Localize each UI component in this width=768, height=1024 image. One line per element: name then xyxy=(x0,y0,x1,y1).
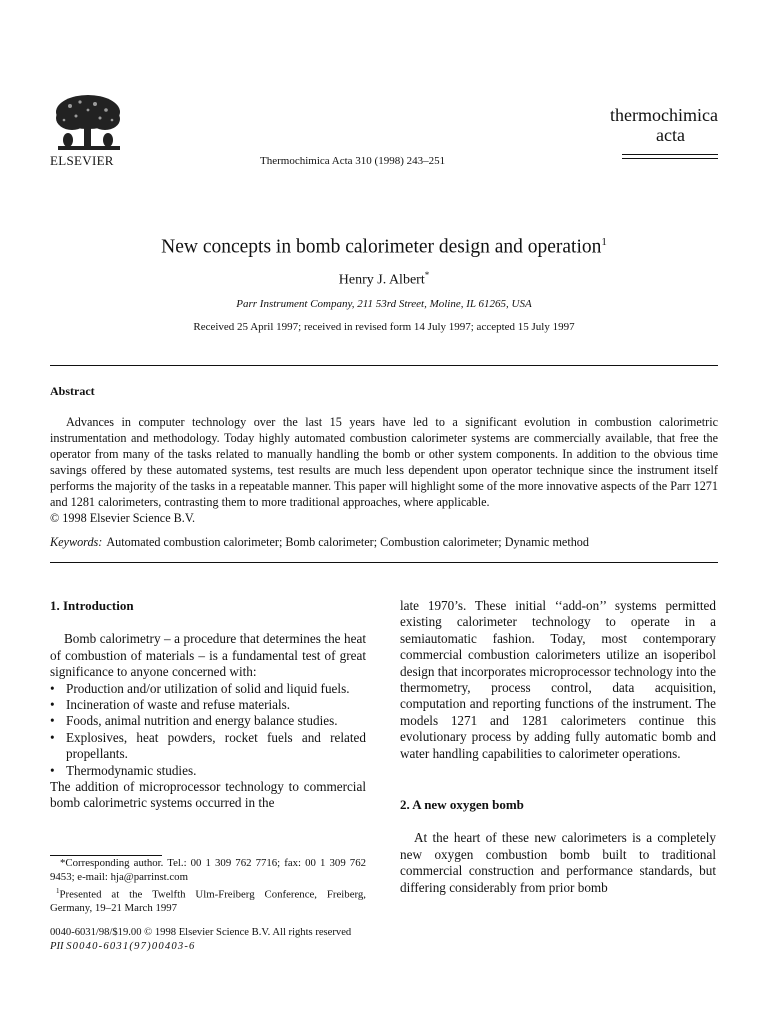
article-title xyxy=(0,236,768,259)
intro-paragraph-2-continued: late 1970’s. These initial ‘‘add-on’’ systems permitted existing calorimeter technology to operate in a semiautomatic fashion. Today, most contemporary commercial combustion calorimeters utilize an isoperibol design that incorporates microprocessor technology into the thermometry, process control, data acquisition, computation and reporting functions of the instrument. The models 1271 and 1281 calorimeters continue this evolutionary process by adding fully automatic bomb and water handling capabilities to calorimeter operations. xyxy=(400,598,716,761)
author xyxy=(0,270,768,289)
pii-line xyxy=(50,940,351,954)
bullet-item: • Incineration of waste and refuse materials. xyxy=(50,697,366,713)
footnote-corresponding-author: *Corresponding author. Tel.: 00 1 309 762 7716; fax: 00 1 309 762 9453; e-mail: hja@parrinst.com xyxy=(50,857,366,883)
footnotes xyxy=(50,857,366,916)
footnote-rule xyxy=(50,855,162,856)
imprint xyxy=(50,926,351,954)
footnote-conference xyxy=(50,885,366,916)
right-column xyxy=(400,598,716,896)
abstract-body xyxy=(50,414,718,526)
author-name: Henry J. Albert xyxy=(338,272,425,288)
intro-paragraph-2: The addition of microprocessor technology to commercial bomb calorimetric systems occurred in the xyxy=(50,779,366,811)
brand-rule-top xyxy=(622,154,718,155)
intro-bullet-list xyxy=(50,681,366,779)
title-footnote-mark: 1 xyxy=(601,236,607,248)
keywords-text: Automated combustion calorimeter; Bomb calorimeter; Combustion calorimeter; Dynamic method xyxy=(106,535,589,549)
footnote-conference-text: Presented at the Twelfth Ulm-Freiberg Conference, Freiberg, Germany, 19–21 March 1997 xyxy=(50,888,366,915)
abstract-heading: Abstract xyxy=(50,384,95,398)
abstract-copyright: © 1998 Elsevier Science B.V. xyxy=(50,511,196,525)
journal-reference: Thermochimica Acta 310 (1998) 243–251 xyxy=(260,155,446,167)
pii-label: PII xyxy=(50,941,64,952)
intro-paragraph-1: Bomb calorimetry – a procedure that determines the heat of combustion of materials – is a fundamental test of great significance to anyone concerned with: xyxy=(50,631,366,680)
affiliation: Parr Instrument Company, 211 53rd Street, Moline, IL 61265, USA xyxy=(236,298,532,310)
keywords xyxy=(50,535,589,550)
section-2-paragraph-1: At the heart of these new calorimeters is a completely new oxygen combustion bomb built to traditional commercial construction and performance standards, but differing considerably from prior bomb xyxy=(400,830,716,895)
imprint-line: 0040-6031/98/$19.00 © 1998 Elsevier Science B.V. All rights reserved xyxy=(50,927,352,938)
brand-rule-bottom xyxy=(622,158,718,159)
left-column xyxy=(50,598,366,812)
author-footnote-mark: * xyxy=(424,270,430,280)
rule-above-abstract xyxy=(50,365,718,366)
journal-brand xyxy=(588,105,718,145)
received-dates: Received 25 April 1997; received in revised form 14 July 1997; accepted 15 July 1997 xyxy=(193,321,575,333)
pii-value: S0040-6031(97)00403-6 xyxy=(66,941,196,952)
section-1-heading: 1. Introduction xyxy=(50,598,134,613)
rule-below-keywords xyxy=(50,562,718,563)
bullet-item: • Explosives, heat powders, rocket fuels and related propellants. xyxy=(50,730,366,763)
section-2-heading: 2. A new oxygen bomb xyxy=(400,797,524,813)
abstract-text: Advances in computer technology over the last 15 years have led to a significant evolution in combustion calorimetric instrumentation and methodology. Today highly automated combustion calorimeter systems are commercially available, that free the operator from many of the tasks related to manually handling the bomb or other system components. In addition to the obvious time savings offered by these automated systems, test results are much less dependent upon operator technique since the instrument itself performs the majority of the tasks in a repeatable manner. This paper will highlight some of the more innovative aspects of the Parr 1271 and 1281 calorimeters, contrasting them to more traditional approaches, where applicable. xyxy=(50,415,718,509)
bullet-item: • Production and/or utilization of solid and liquid fuels. xyxy=(50,681,366,697)
bullet-item: • Thermodynamic studies. xyxy=(50,763,366,779)
publisher-name: ELSEVIER xyxy=(50,153,114,168)
footnote-conference-mark: 1 xyxy=(56,887,60,895)
keywords-label: Keywords: xyxy=(50,535,103,549)
journal-brand-line1: thermochimica xyxy=(610,105,718,125)
elsevier-tree-logo xyxy=(50,92,125,154)
title-text: New concepts in bomb calorimeter design and operation xyxy=(161,236,602,258)
bullet-item: • Foods, animal nutrition and energy balance studies. xyxy=(50,713,366,729)
journal-brand-line2: acta xyxy=(656,125,685,145)
